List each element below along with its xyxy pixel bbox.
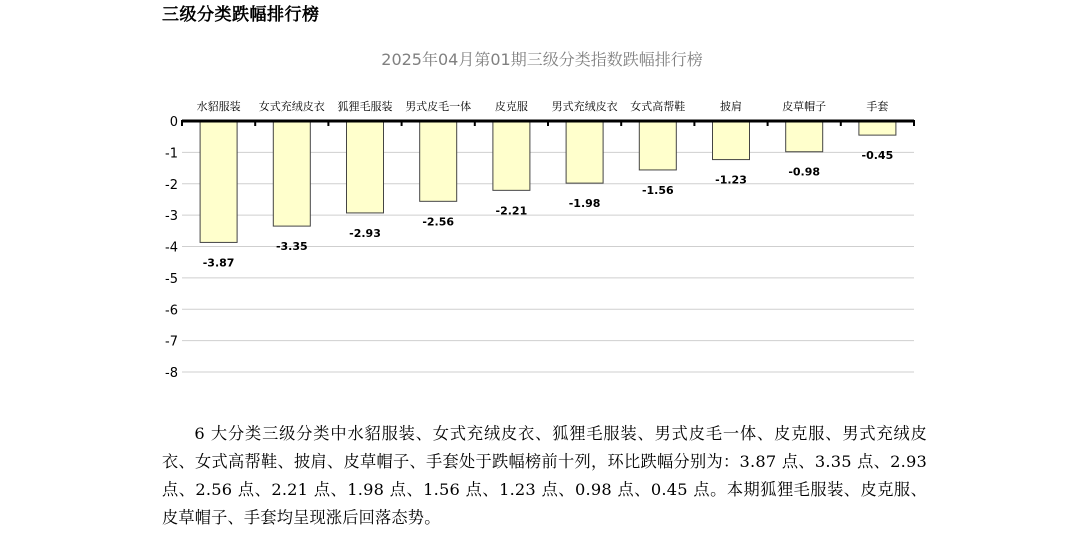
category-label: 男式皮毛一体	[405, 100, 472, 113]
bar	[713, 121, 750, 160]
y-tick-label: -5	[165, 271, 178, 287]
y-tick-label: 0	[169, 115, 178, 130]
bar	[420, 121, 457, 201]
bar	[786, 121, 823, 152]
y-tick-label: -2	[165, 177, 178, 193]
category-label: 皮克服	[494, 100, 528, 113]
bar	[566, 121, 603, 183]
value-label: -2.21	[495, 204, 528, 218]
analysis-paragraph: 6 大分类三级分类中水貂服装、女式充绒皮衣、狐狸毛服装、男式皮毛一体、皮克服、男式充绒皮衣、女式高帮鞋、披肩、皮草帽子、手套处于跌幅榜前十列，环比跌幅分别为：3.87 点、3.35 点、2.93 点、2.56 点、2.21 点、1.98 点、1.56 点、1.23 点、0.98 点、0.45 点。本期狐狸毛服装、皮克服、皮草帽子、手套均呈现涨后回落态势。	[162, 424, 927, 527]
bar	[859, 121, 896, 135]
category-label: 狐狸毛服装	[337, 100, 393, 113]
bar	[493, 121, 530, 190]
y-tick-label: -1	[165, 146, 178, 162]
chart-container	[160, 30, 920, 400]
value-label: -1.23	[715, 173, 747, 187]
category-label: 男式充绒皮衣	[551, 100, 618, 113]
value-label: -1.98	[568, 197, 601, 211]
y-tick-label: -8	[165, 366, 178, 381]
chart-title: 2025年04月第01期三级分类指数跌幅排行榜	[381, 50, 703, 69]
bar	[347, 121, 384, 213]
y-tick-label: -6	[165, 303, 178, 319]
value-label: -2.56	[422, 215, 455, 229]
bar	[639, 121, 676, 170]
y-tick-label: -4	[165, 240, 178, 256]
value-label: -0.45	[861, 149, 894, 163]
category-label: 手套	[866, 100, 889, 113]
y-tick-labels	[165, 115, 178, 381]
category-label: 披肩	[720, 100, 742, 113]
value-label: -0.98	[788, 165, 821, 179]
y-tick-label: -7	[165, 334, 178, 350]
section-heading: 三级分类跌幅排行榜	[162, 5, 320, 25]
decline-bar-chart	[160, 30, 920, 400]
category-label: 皮草帽子	[782, 100, 827, 113]
category-label: 女式充绒皮衣	[258, 100, 325, 113]
value-label: -2.93	[349, 226, 381, 240]
bar	[200, 121, 237, 242]
value-label: -3.35	[275, 240, 308, 254]
category-label: 水貂服装	[196, 100, 241, 113]
value-label: -3.87	[202, 256, 235, 270]
value-label: -1.56	[641, 183, 674, 197]
bar	[273, 121, 310, 226]
category-label: 女式高帮鞋	[630, 100, 686, 113]
y-tick-label: -3	[165, 209, 178, 225]
